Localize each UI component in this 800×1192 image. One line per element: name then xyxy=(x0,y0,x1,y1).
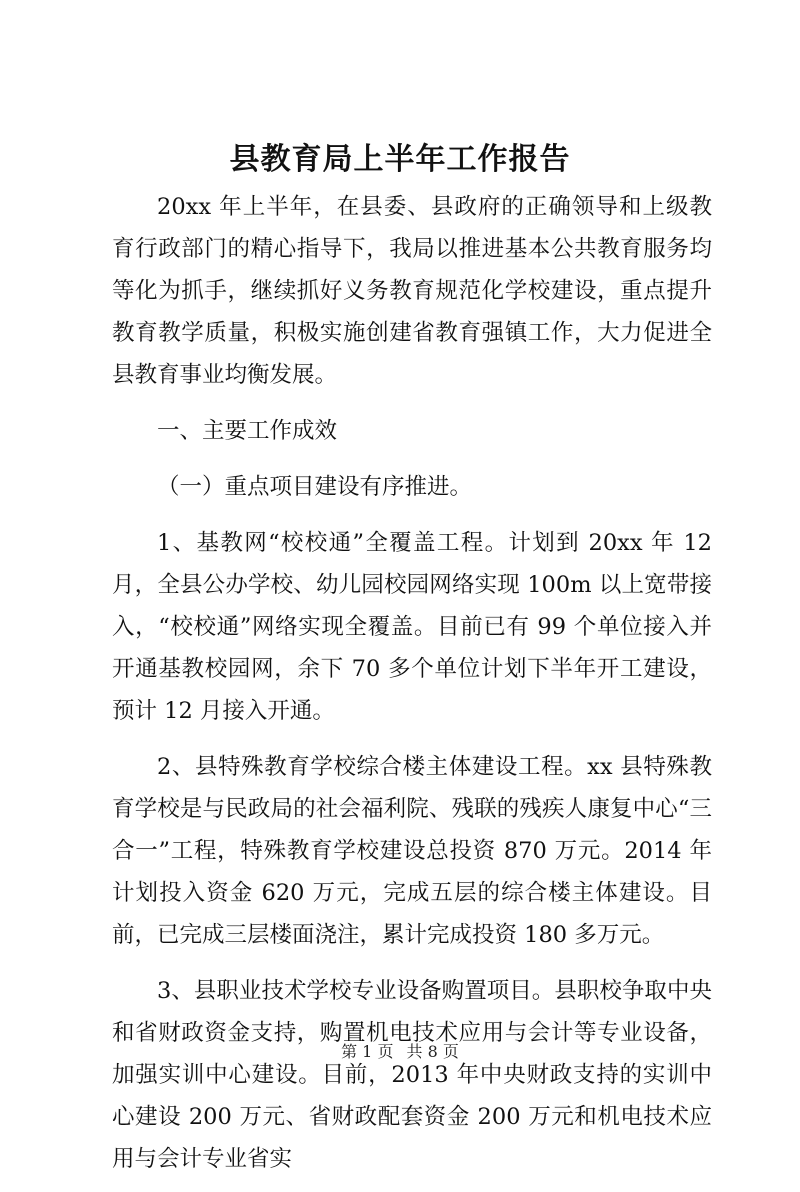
subsection-heading: （一）重点项目建设有序推进。 xyxy=(157,474,473,500)
item-paragraph-2: 2、县特殊教育学校综合楼主体建设工程。xx 县特殊教育学校是与民政局的社会福利院、残联的残疾人康复中心“三合一”工程，特殊教育学校建设总投资 870 万元。2014 年计划投入资金 620 万元，完成五层的综合楼主体建设。目前，已完成三层楼面浇注，累计完成投资 180 多万元。 xyxy=(112,754,712,948)
intro-paragraph: 20xx 年上半年，在县委、县政府的正确领导和上级教育行政部门的精心指导下，我局以推进基本公共教育服务均等化为抓手，继续抓好义务教育规范化学校建设，重点提升教育教学质量，积极实施创建省教育强镇工作，大力促进全县教育事业均衡发展。 xyxy=(112,194,712,388)
document-title: 县教育局上半年工作报告 xyxy=(229,142,571,177)
section-heading: 一、主要工作成效 xyxy=(157,418,338,444)
item-paragraph-3: 3、县职业技术学校专业设备购置项目。县职校争取中央和省财政资金支持，购置机电技术应用与会计等专业设备，加强实训中心建设。目前，2013 年中央财政支持的实训中心建设 200 万元、省财政配套资金 200 万元和机电技术应用与会计专业省实 xyxy=(112,978,712,1172)
page-number: 第 1 页 xyxy=(341,1042,394,1061)
item-paragraph-1: 1、基教网“校校通”全覆盖工程。计划到 20xx 年 12 月，全县公办学校、幼儿园校园网络实现 100m 以上宽带接入，“校校通”网络实现全覆盖。目前已有 99 个单位接入并开通基教校园网，余下 70 多个单位计划下半年开工建设，预计 12 月接入开通。 xyxy=(112,530,712,724)
total-pages: 共 8 页 xyxy=(406,1042,459,1061)
page-footer xyxy=(0,1040,800,1064)
